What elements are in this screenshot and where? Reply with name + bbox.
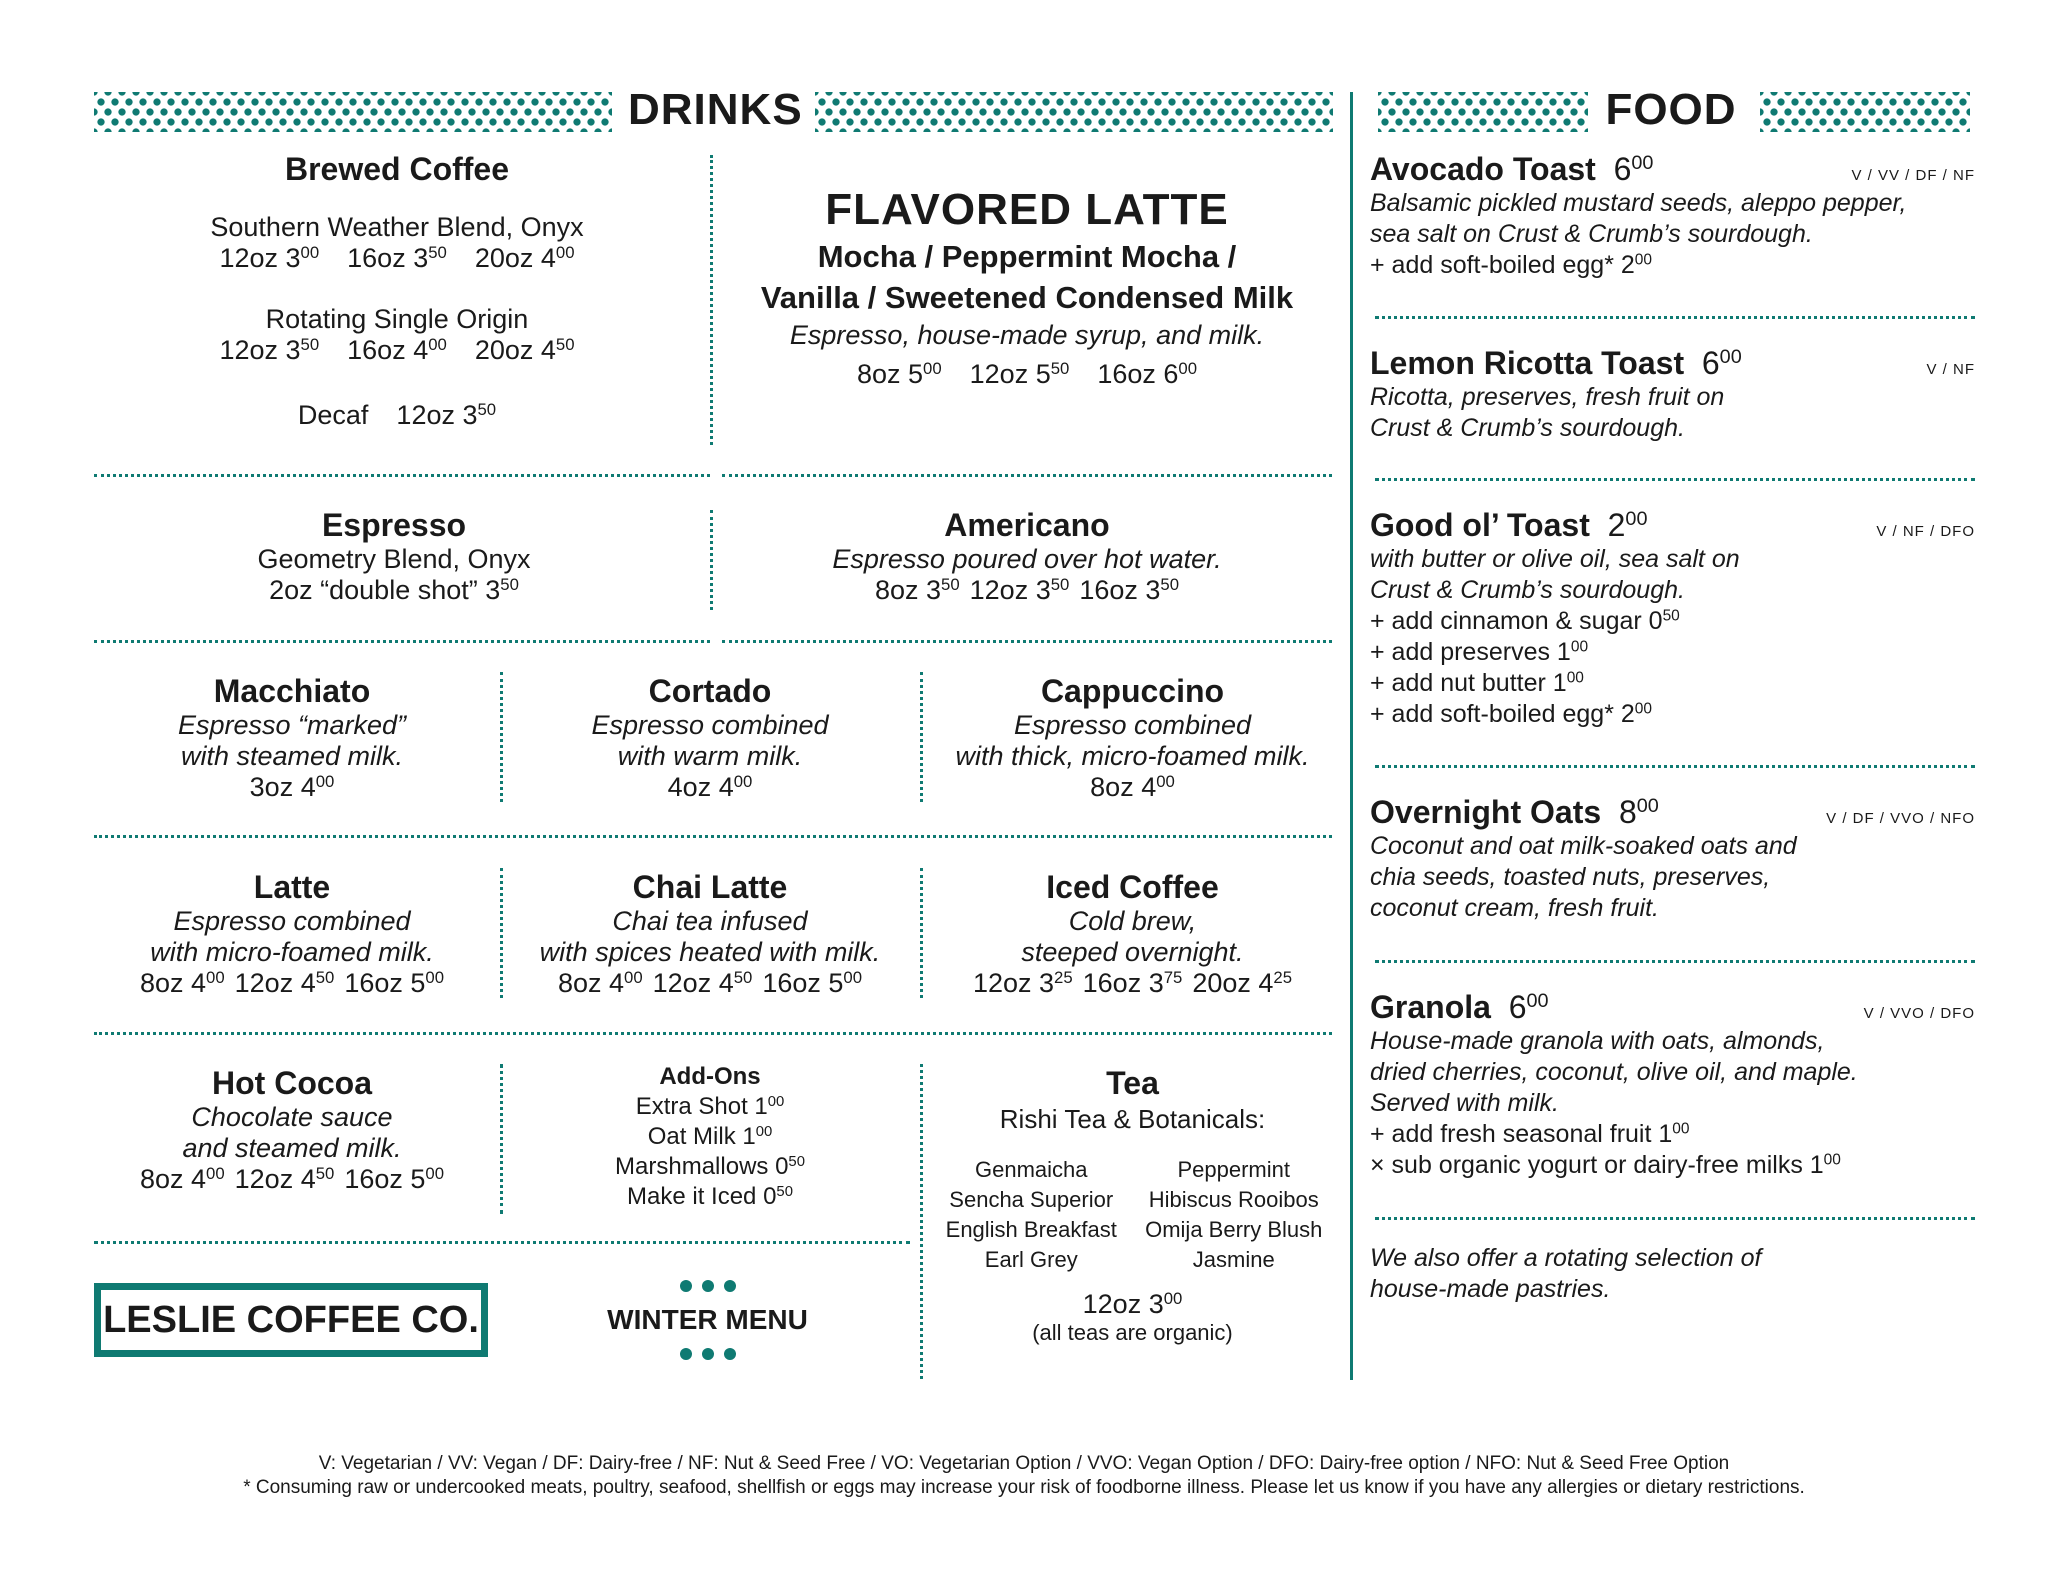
food-item-desc: Crust & Crumb’s sourdough. (1370, 414, 1685, 442)
divider (920, 672, 923, 802)
single-origin-prices (94, 335, 700, 366)
dots-decoration (595, 1348, 820, 1360)
price: 12oz $3^{50}$ (969, 574, 1070, 605)
drinks-pattern-right (815, 92, 1333, 132)
food-item-desc: Balsamic pickled mustard seeds, aleppo pepper, (1370, 189, 1907, 217)
price: 8oz $4^{00}$ (557, 967, 643, 998)
hot-cocoa-desc: and steamed milk. (182, 1133, 402, 1163)
food-item-desc: House-made granola with oats, almonds, (1370, 1027, 1825, 1055)
chai-latte-prices (510, 968, 910, 999)
food-add-on: + add nut butter $1^{00}$ (1370, 669, 1584, 697)
food-item-title: Overnight Oats $8^{00}$ (1370, 794, 1659, 830)
winter-menu-badge (595, 1280, 820, 1360)
price: 16oz $6^{00}$ (1097, 358, 1198, 389)
tea-item: Omija Berry Blush (1145, 1217, 1323, 1242)
food-item-desc: Crust & Crumb’s sourdough. (1370, 576, 1685, 604)
divider (94, 474, 710, 477)
divider (722, 474, 1332, 477)
food-item-title: Lemon Ricotta Toast $6^{00}$ (1370, 345, 1742, 381)
food-item (1370, 793, 1975, 924)
add-on-item: Oat Milk $1^{00}$ (647, 1123, 773, 1150)
price: 12oz $5^{50}$ (969, 358, 1070, 389)
cortado-desc: with warm milk. (617, 741, 803, 771)
footer (60, 1452, 1988, 1500)
tea-list (930, 1155, 1335, 1275)
macchiato-section (94, 672, 490, 803)
iced-coffee-prices (930, 968, 1335, 999)
divider (94, 835, 1332, 838)
divider (710, 510, 713, 610)
chai-latte-section (510, 868, 910, 999)
dots-decoration (595, 1280, 820, 1292)
divider (1375, 765, 1975, 768)
winter-menu-label: WINTER MENU (607, 1304, 808, 1335)
blend-name: Southern Weather Blend, Onyx (210, 212, 584, 242)
brewed-coffee-section (94, 150, 700, 431)
latte-desc: with micro-foamed milk. (150, 937, 434, 967)
single-origin-name: Rotating Single Origin (265, 304, 529, 334)
price: 8oz $5^{00}$ (856, 358, 942, 389)
espresso-price: 2oz “double shot” $3^{50}$ (269, 574, 519, 605)
tea-item: Jasmine (1192, 1247, 1275, 1272)
dietary-tags: V / NF / DFO (1876, 523, 1975, 540)
americano-desc: Espresso poured over hot water. (832, 544, 1222, 574)
tea-price: 12oz $3^{00}$ (1082, 1288, 1183, 1319)
price: 16oz $4^{00}$ (347, 334, 447, 365)
column-divider (1350, 92, 1353, 1380)
price: 8oz $4^{00}$ (139, 967, 225, 998)
price: 16oz $5^{00}$ (762, 967, 863, 998)
food-item-desc: with butter or olive oil, sea salt on (1370, 545, 1740, 573)
divider (722, 640, 1332, 643)
price: 12oz $3^{25}$ (972, 967, 1073, 998)
add-on-item: Extra Shot $1^{00}$ (635, 1093, 785, 1120)
tea-note: (all teas are organic) (1032, 1320, 1233, 1345)
food-item (1370, 988, 1975, 1181)
cappuccino-section (930, 672, 1335, 803)
add-ons-title: Add-Ons (659, 1063, 761, 1090)
pastries-note (1370, 1243, 1975, 1305)
drinks-pattern-left (94, 92, 612, 132)
food-item (1370, 150, 1975, 281)
food-item-desc: Served with milk. (1370, 1089, 1559, 1117)
flavored-latte-title: FLAVORED LATTE (825, 185, 1229, 234)
dietary-tags: V / VV / DF / NF (1851, 167, 1975, 184)
tea-title: Tea (1106, 1065, 1159, 1101)
tea-item: Genmaicha (974, 1157, 1088, 1182)
chai-latte-desc: with spices heated with milk. (539, 937, 881, 967)
americano-section (722, 506, 1332, 606)
add-on-item: Make it Iced $0^{50}$ (627, 1183, 793, 1210)
price: 8oz $3^{50}$ (874, 574, 960, 605)
health-warning: * Consuming raw or undercooked meats, poultry, seafood, shellfish or eggs may increase your risk of foodborne illness. Please let us know if you have any allergies or dietary restrictions. (243, 1477, 1805, 1498)
cortado-title: Cortado (648, 673, 772, 709)
iced-coffee-desc: steeped overnight. (1021, 937, 1244, 967)
cappuccino-title: Cappuccino (1040, 673, 1225, 709)
espresso-section (94, 506, 694, 606)
flavored-latte-desc: Espresso, house-made syrup, and milk. (789, 320, 1265, 350)
food-item (1370, 506, 1975, 730)
food-item-desc: chia seeds, toasted nuts, preserves, (1370, 863, 1771, 891)
macchiato-title: Macchiato (213, 673, 371, 709)
dietary-tags: V / DF / VVO / NFO (1826, 810, 1975, 827)
macchiato-desc: with steamed milk. (180, 741, 404, 771)
food-add-on: + add soft-boiled egg* $2^{00}$ (1370, 700, 1653, 728)
chai-latte-desc: Chai tea infused (612, 906, 808, 936)
divider (1375, 960, 1975, 963)
divider (94, 1032, 1332, 1035)
decaf-label: Decaf (297, 400, 369, 430)
tea-subtitle: Rishi Tea & Botanicals: (999, 1104, 1266, 1134)
add-on-item: Marshmallows $0^{50}$ (615, 1153, 805, 1180)
macchiato-desc: Espresso “marked” (177, 710, 407, 740)
food-item-desc: Ricotta, preserves, fresh fruit on (1370, 383, 1725, 411)
tea-item: English Breakfast (945, 1217, 1117, 1242)
americano-title: Americano (944, 507, 1110, 543)
flavors-line: Mocha / Peppermint Mocha / (817, 239, 1237, 274)
macchiato-price: 3oz $4^{00}$ (249, 771, 335, 802)
food-heading: FOOD (1605, 85, 1737, 134)
hot-cocoa-title: Hot Cocoa (212, 1065, 372, 1101)
cappuccino-desc: with thick, micro-foamed milk. (955, 741, 1310, 771)
price: 16oz $5^{00}$ (344, 967, 445, 998)
food-pattern-right (1760, 92, 1970, 132)
hot-cocoa-desc: Chocolate sauce (191, 1102, 393, 1132)
tea-item: Hibiscus Rooibos (1148, 1187, 1319, 1212)
flavored-latte-prices (722, 359, 1332, 390)
divider (94, 640, 710, 643)
price: 16oz $5^{00}$ (344, 1163, 445, 1194)
price: 16oz $3^{50}$ (1079, 574, 1180, 605)
latte-prices (94, 968, 490, 999)
flavored-latte-section (722, 184, 1332, 390)
dietary-tags: V / VVO / DFO (1863, 1005, 1975, 1022)
dietary-legend: V: Vegetarian / VV: Vegan / DF: Dairy-free / NF: Nut & Seed Free / VO: Vegetarian Option / VVO: Vegan Option / DFO: Dairy-free option / NFO: Nut & Seed Free Option (318, 1453, 1730, 1474)
latte-desc: Espresso combined (173, 906, 411, 936)
food-add-on: + add fresh seasonal fruit $1^{00}$ (1370, 1120, 1690, 1148)
chai-latte-title: Chai Latte (632, 869, 788, 905)
divider (1375, 316, 1975, 319)
food-item-title: Avocado Toast $6^{00}$ (1370, 151, 1654, 187)
price: 12oz $3^{00}$ (219, 242, 320, 273)
pastries-line: We also offer a rotating selection of (1370, 1244, 1762, 1272)
pastries-line: house-made pastries. (1370, 1275, 1611, 1303)
latte-section (94, 868, 490, 999)
price: 12oz $4^{50}$ (652, 967, 753, 998)
latte-title: Latte (253, 869, 331, 905)
price: 12oz $3^{50}$ (396, 399, 497, 430)
divider (710, 155, 713, 445)
food-item-desc: Coconut and oat milk-soaked oats and (1370, 832, 1797, 860)
add-ons-section (510, 1062, 910, 1212)
tea-section (930, 1064, 1335, 1346)
price: 12oz $4^{50}$ (234, 1163, 335, 1194)
cortado-price: 4oz $4^{00}$ (667, 771, 753, 802)
blend-prices (94, 243, 700, 274)
iced-coffee-section (930, 868, 1335, 999)
drinks-heading: DRINKS (628, 85, 803, 134)
food-item-desc: sea salt on Crust & Crumb’s sourdough. (1370, 220, 1813, 248)
cappuccino-desc: Espresso combined (1013, 710, 1252, 740)
divider (920, 868, 923, 998)
dietary-tags: V / NF (1926, 361, 1975, 378)
food-item-title: Granola $6^{00}$ (1370, 989, 1549, 1025)
tea-item: Sencha Superior (949, 1187, 1114, 1212)
food-add-on: × sub organic yogurt or dairy-free milks $1^{00}$ (1370, 1151, 1841, 1179)
divider (920, 1064, 923, 1379)
price: 12oz $4^{50}$ (234, 967, 335, 998)
price: 16oz $3^{50}$ (347, 242, 447, 273)
food-item-title: Good ol’ Toast $2^{00}$ (1370, 507, 1648, 543)
divider (500, 1064, 503, 1214)
hot-cocoa-prices (94, 1164, 490, 1195)
price: 12oz $3^{50}$ (219, 334, 320, 365)
iced-coffee-desc: Cold brew, (1068, 906, 1197, 936)
espresso-blend: Geometry Blend, Onyx (257, 544, 531, 574)
americano-prices (722, 575, 1332, 606)
price: 20oz $4^{50}$ (474, 334, 575, 365)
cortado-desc: Espresso combined (591, 710, 829, 740)
food-item-desc: dried cherries, coconut, olive oil, and maple. (1370, 1058, 1858, 1086)
divider (500, 672, 503, 802)
iced-coffee-title: Iced Coffee (1046, 869, 1219, 905)
divider (500, 868, 503, 998)
logo: LESLIE COFFEE CO. (94, 1283, 488, 1357)
divider (1375, 478, 1975, 481)
cappuccino-price: 8oz $4^{00}$ (1090, 771, 1175, 802)
tea-item: Earl Grey (984, 1247, 1078, 1272)
food-add-on: + add cinnamon & sugar $0^{50}$ (1370, 607, 1680, 635)
food-item (1370, 344, 1975, 444)
food-add-on: + add preserves $1^{00}$ (1370, 638, 1589, 666)
price: 20oz $4^{25}$ (1192, 967, 1293, 998)
food-add-on: + add soft-boiled egg* $2^{00}$ (1370, 251, 1653, 279)
price: 8oz $4^{00}$ (139, 1163, 225, 1194)
tea-item: Peppermint (1177, 1157, 1290, 1182)
divider (94, 1241, 910, 1244)
hot-cocoa-section (94, 1064, 490, 1195)
cortado-section (510, 672, 910, 803)
food-pattern-left (1378, 92, 1588, 132)
food-item-desc: coconut cream, fresh fruit. (1370, 894, 1660, 922)
price: 20oz $4^{00}$ (474, 242, 575, 273)
decaf-line (94, 400, 700, 431)
brewed-coffee-title: Brewed Coffee (284, 151, 510, 187)
divider (1375, 1217, 1975, 1220)
flavors-line: Vanilla / Sweetened Condensed Milk (760, 280, 1294, 315)
price: 16oz $3^{75}$ (1082, 967, 1183, 998)
espresso-title: Espresso (321, 507, 467, 543)
